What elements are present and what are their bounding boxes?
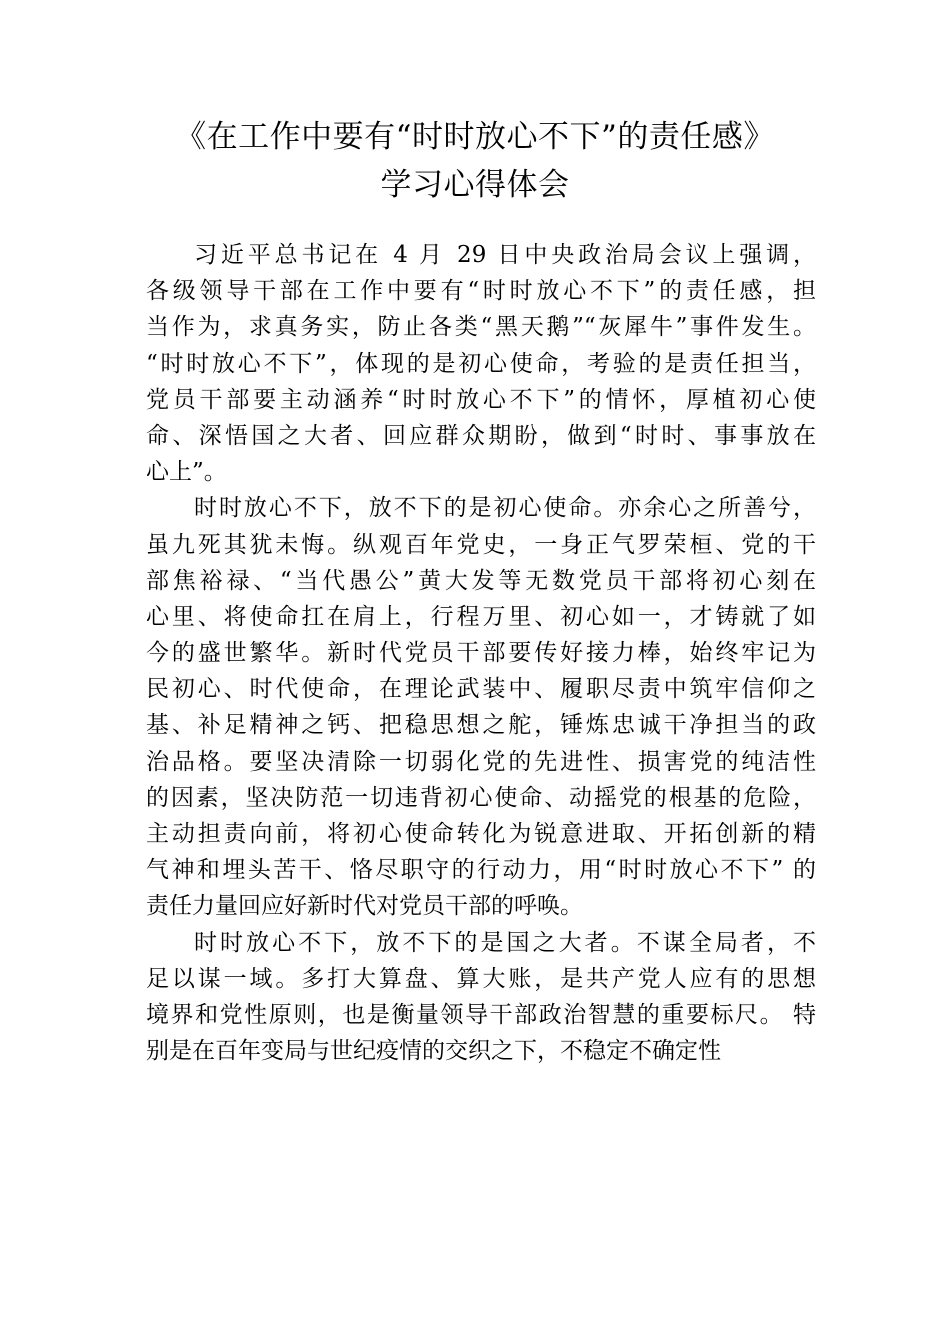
document-body	[146, 237, 816, 1069]
paragraph-line: 虽九死其犹未悔。纵观百年党史，一身正气罗荣桓、党的干	[146, 531, 816, 558]
paragraph-line: 责任力量回应好新时代对党员干部的呼唤。	[146, 893, 583, 920]
paragraph-line: 的因素，坚决防范一切违背初心使命、动摇党的根基的危险，	[146, 784, 816, 811]
paragraph-line: “时时放心不下”，体现的是初心使命，考验的是责任担当，	[146, 350, 816, 377]
paragraph-line: 境界和党性原则，也是衡量领导干部政治智慧的重要标尺。 特	[146, 1001, 816, 1028]
paragraph-line: 民初心、时代使命，在理论武装中、履职尽责中筑牢信仰之	[146, 676, 816, 703]
document-title	[100, 113, 850, 209]
title-line-2: 学习心得体会	[380, 167, 570, 203]
paragraph-line: 主动担责向前，将初心使命转化为锐意进取、开拓创新的精	[146, 821, 816, 847]
paragraph-line: 别是在百年变局与世纪疫情的交织之下，不稳定不确定性	[146, 1038, 721, 1065]
paragraph-line: 今的盛世繁华。新时代党员干部要传好接力棒，始终牢记为	[146, 640, 816, 667]
paragraph-line: 命、深悟国之大者、回应群众期盼，做到“时时、事事放在	[146, 422, 816, 449]
paragraph-line: 心上”。	[146, 459, 227, 486]
paragraph-line: 治品格。要坚决清除一切弱化党的先进性、损害党的纯洁性	[146, 748, 816, 775]
paragraph-line: 各级领导干部在工作中要有“时时放心不下”的责任感，担	[146, 278, 816, 305]
paragraph-line: 当作为，求真务实，防止各类“黑天鹅”“灰犀牛”事件发生。	[146, 314, 816, 341]
paragraph-line: 足以谋一域。多打大算盘、算大账，是共产党人应有的思想	[146, 965, 816, 992]
paragraph-line: 习近平总书记在 4 月 29 日中央政治局会议上强调，	[194, 242, 816, 268]
paragraph-line: 时时放心不下，放不下的是初心使命。亦余心之所善兮，	[194, 495, 816, 522]
paragraph-line: 党员干部要主动涵养“时时放心不下”的情怀，厚植初心使	[146, 386, 816, 413]
title-line-1: 《在工作中要有“时时放心不下”的责任感》	[175, 119, 775, 155]
paragraph-1	[146, 237, 816, 490]
paragraph-3	[146, 925, 816, 1070]
paragraph-line: 气神和埋头苦干、恪尽职守的行动力，用“时时放心不下” 的	[146, 857, 816, 884]
paragraph-line: 心里、将使命扛在肩上，行程万里、初心如一，才铸就了如	[146, 603, 816, 630]
paragraph-line: 部焦裕禄、“当代愚公”黄大发等无数党员干部将初心刻在	[146, 567, 816, 594]
paragraph-line: 时时放心不下，放不下的是国之大者。不谋全局者，不	[194, 929, 816, 956]
paragraph-2	[146, 490, 816, 924]
paragraph-line: 基、补足精神之钙、把稳思想之舵，锤炼忠诚干净担当的政	[146, 712, 816, 739]
